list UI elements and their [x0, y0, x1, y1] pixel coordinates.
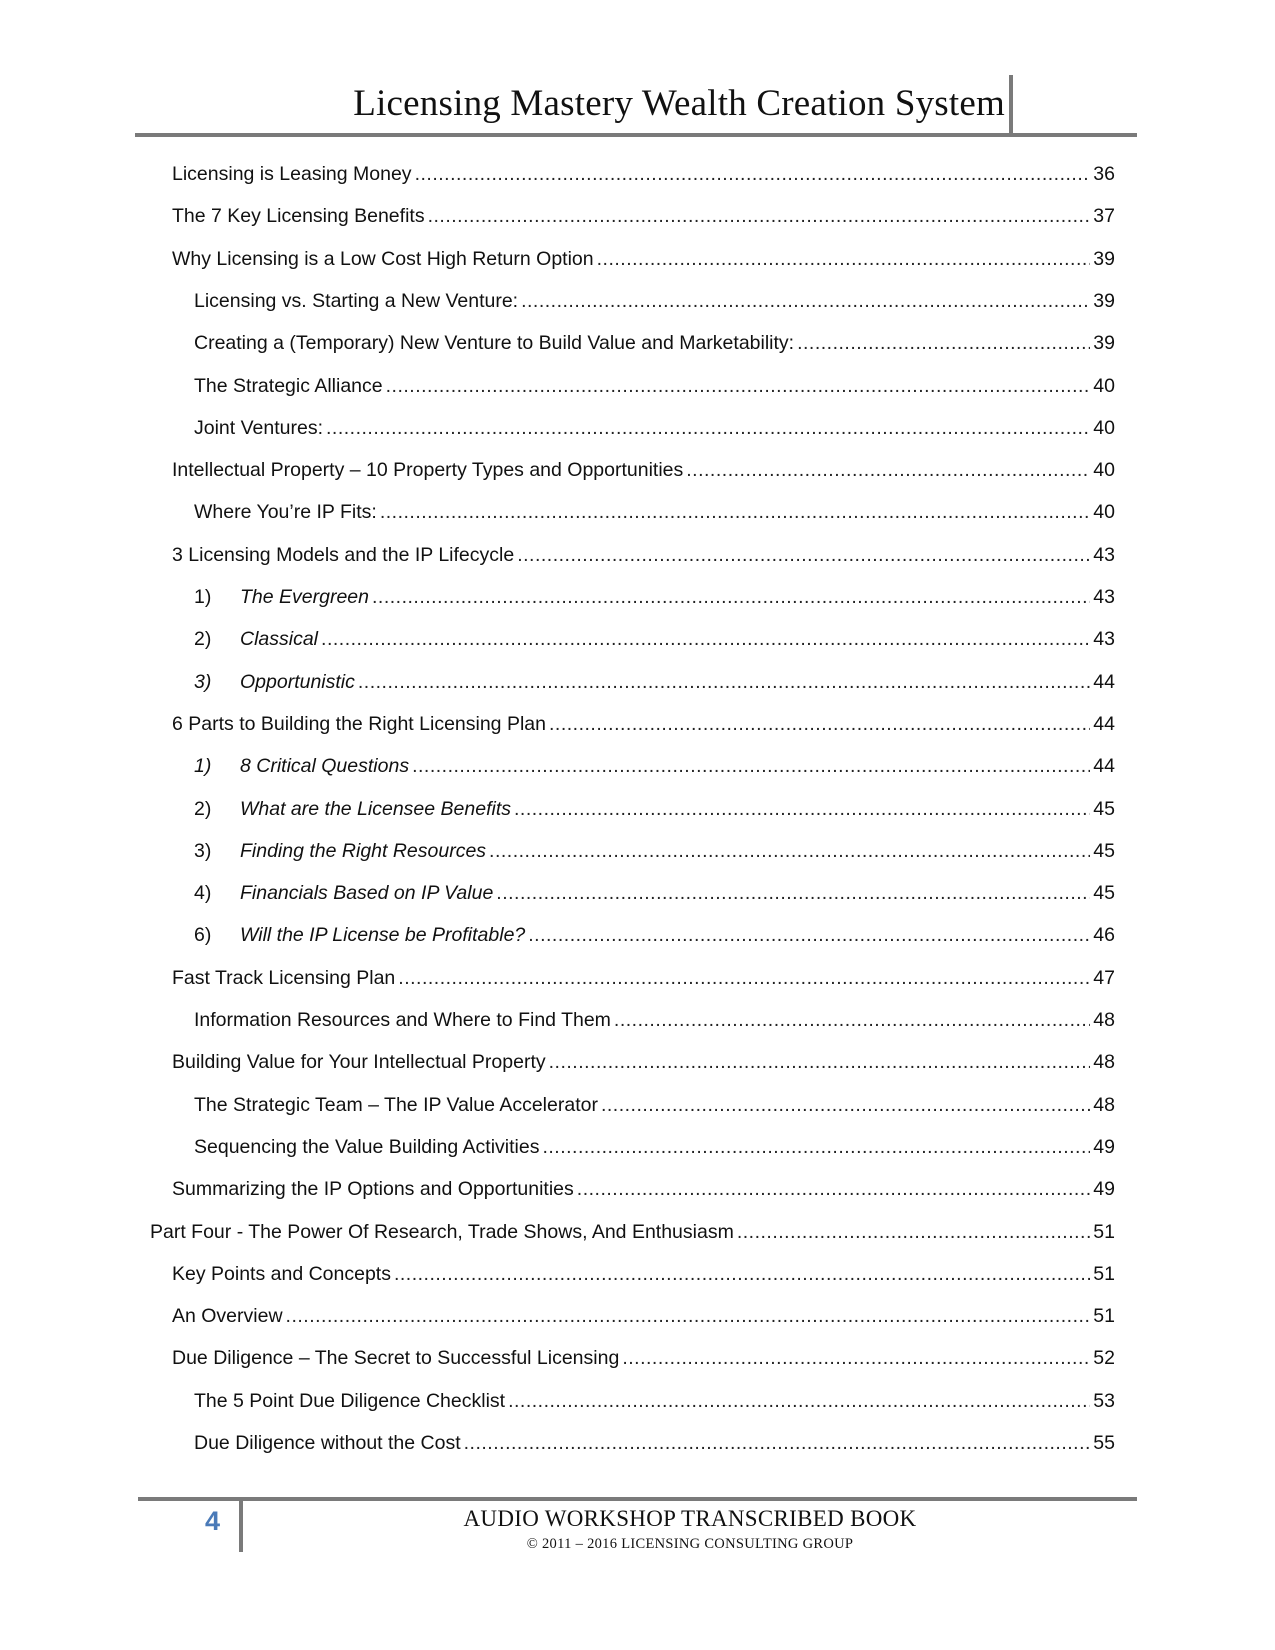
- header-vertical-rule: [1009, 75, 1013, 137]
- toc-entry[interactable]: [194, 417, 1115, 447]
- toc-dot-leader: [514, 798, 1090, 821]
- toc-entry-title: The 5 Point Due Diligence Checklist: [194, 1389, 506, 1412]
- toc-entry-title: An Overview: [172, 1305, 283, 1328]
- toc-entry-page: 44: [1093, 755, 1115, 778]
- toc-entry[interactable]: [194, 332, 1115, 362]
- toc-dot-leader: [528, 924, 1090, 947]
- toc-entry-title: Opportunistic: [240, 670, 355, 693]
- toc-entry-page: 45: [1093, 839, 1115, 862]
- toc-entry[interactable]: [194, 628, 1115, 658]
- toc-dot-leader: [549, 713, 1090, 736]
- toc-entry-page: 44: [1093, 670, 1115, 693]
- toc-dot-leader: [386, 375, 1091, 398]
- toc-entry-page: 40: [1093, 459, 1115, 482]
- toc-entry-number: 3): [194, 670, 212, 693]
- toc-entry[interactable]: [194, 1009, 1115, 1039]
- toc-entry-page: 48: [1093, 1009, 1115, 1031]
- toc-entry[interactable]: [194, 1432, 1115, 1462]
- toc-entry-title: What are the Licensee Benefits: [240, 797, 511, 820]
- toc-entry[interactable]: [172, 163, 1115, 193]
- toc-entry-page: 40: [1093, 416, 1115, 439]
- toc-entry-page: 49: [1093, 1178, 1115, 1201]
- toc-entry-title: Classical: [240, 628, 319, 651]
- toc-entry-page: 46: [1093, 924, 1115, 947]
- toc-entry[interactable]: [172, 967, 1115, 997]
- toc-entry-page: 48: [1093, 1093, 1115, 1116]
- toc-entry-title: Financials Based on IP Value: [240, 882, 494, 905]
- toc-entry-number: 1): [194, 586, 212, 608]
- toc-entry-title: Licensing vs. Starting a New Venture:: [194, 289, 519, 312]
- toc-dot-leader: [797, 332, 1090, 355]
- toc-entry[interactable]: [194, 882, 1115, 912]
- toc-entry-number: 1): [194, 755, 212, 778]
- toc-dot-leader: [517, 544, 1090, 567]
- toc-entry-number: 2): [194, 628, 212, 651]
- toc-entry-page: 39: [1093, 247, 1115, 270]
- toc-entry-page: 45: [1093, 797, 1115, 820]
- toc-entry-number: 3): [194, 839, 212, 862]
- footer-page-number: 4: [205, 1506, 221, 1536]
- toc-entry-title: Where You’re IP Fits:: [194, 501, 377, 524]
- toc-entry[interactable]: [172, 205, 1115, 235]
- toc-dot-leader: [686, 459, 1090, 482]
- toc-dot-leader: [326, 417, 1090, 440]
- toc-entry-page: 47: [1093, 966, 1115, 989]
- toc-dot-leader: [464, 1432, 1091, 1455]
- toc-dot-leader: [508, 1390, 1090, 1413]
- toc-entry-number: 6): [194, 924, 212, 947]
- toc-dot-leader: [622, 1347, 1090, 1370]
- toc-entry-page: 37: [1093, 205, 1115, 228]
- toc-entry[interactable]: [194, 840, 1115, 870]
- toc-entry-page: 48: [1093, 1051, 1115, 1074]
- toc-entry[interactable]: [172, 459, 1115, 489]
- toc-entry[interactable]: [194, 1136, 1115, 1166]
- toc-entry[interactable]: [194, 671, 1115, 701]
- toc-dot-leader: [549, 1051, 1091, 1074]
- toc-entry[interactable]: [172, 1347, 1115, 1377]
- toc-entry-title: The Evergreen: [240, 586, 369, 608]
- toc-entry-title: Key Points and Concepts: [172, 1262, 391, 1285]
- toc-dot-leader: [415, 163, 1091, 186]
- footer-title: AUDIO WORKSHOP TRANSCRIBED BOOK: [463, 1506, 917, 1531]
- toc-entry-title: 8 Critical Questions: [240, 755, 410, 778]
- toc-entry-title: The Strategic Alliance: [194, 374, 383, 397]
- toc-dot-leader: [542, 1136, 1090, 1159]
- toc-dot-leader: [489, 840, 1090, 863]
- toc-entry-page: 43: [1093, 628, 1115, 651]
- toc-entry-number: 4): [194, 882, 212, 905]
- toc-entry-page: 40: [1093, 501, 1115, 524]
- toc-dot-leader: [321, 628, 1090, 651]
- toc-entry[interactable]: [194, 586, 1115, 616]
- toc-entry-page: 39: [1093, 289, 1115, 312]
- toc-entry-title: 6 Parts to Building the Right Licensing Plan: [172, 712, 546, 735]
- toc-entry-page: 44: [1093, 712, 1115, 735]
- toc-entry-page: 51: [1093, 1305, 1115, 1328]
- toc-entry-title: Sequencing the Value Building Activities: [194, 1135, 540, 1158]
- toc-entry-page: 43: [1093, 543, 1115, 566]
- toc-entry-title: The 7 Key Licensing Benefits: [172, 205, 425, 228]
- footer-copyright: © 2011 – 2016 LICENSING CONSULTING GROUP: [526, 1536, 854, 1552]
- toc-dot-leader: [614, 1009, 1090, 1032]
- toc-entry[interactable]: [172, 544, 1115, 574]
- toc-entry-page: 43: [1093, 586, 1115, 608]
- toc-entry[interactable]: [194, 290, 1115, 320]
- toc-entry-title: Licensing is Leasing Money: [172, 163, 412, 185]
- toc-entry-page: 39: [1093, 332, 1115, 355]
- toc-entry-title: Creating a (Temporary) New Venture to Build Value and Marketability:: [194, 332, 795, 355]
- toc-entry[interactable]: [194, 755, 1115, 785]
- toc-entry-page: 36: [1093, 163, 1115, 185]
- toc-entry-page: 40: [1093, 374, 1115, 397]
- toc-entry-page: 45: [1093, 882, 1115, 905]
- toc-entry-title: Joint Ventures:: [194, 416, 323, 439]
- toc-dot-leader: [358, 671, 1090, 694]
- toc-dot-leader: [286, 1305, 1091, 1328]
- toc-dot-leader: [601, 1094, 1090, 1117]
- toc-entry-title: Intellectual Property – 10 Property Types and Opportunities: [172, 459, 684, 482]
- toc-entry[interactable]: [172, 1051, 1115, 1081]
- toc-entry-title: Finding the Right Resources: [240, 839, 487, 862]
- toc-entry-title: Information Resources and Where to Find Them: [194, 1009, 611, 1031]
- toc-dot-leader: [521, 290, 1090, 313]
- toc-entry[interactable]: [172, 1178, 1115, 1208]
- page-header-title: Licensing Mastery Wealth Creation System: [353, 83, 1005, 124]
- toc-entry-title: The Strategic Team – The IP Value Accelerator: [194, 1093, 598, 1116]
- toc-entry-title: Why Licensing is a Low Cost High Return Option: [172, 247, 594, 270]
- toc-entry[interactable]: [172, 713, 1115, 743]
- toc-entry-number: 2): [194, 797, 212, 820]
- toc-entry[interactable]: [194, 924, 1115, 954]
- toc-entry-page: 49: [1093, 1135, 1115, 1158]
- header-horizontal-rule: [135, 133, 1137, 137]
- toc-dot-leader: [496, 882, 1090, 905]
- toc-entry-page: 53: [1093, 1389, 1115, 1412]
- toc-entry-title: Building Value for Your Intellectual Property: [172, 1051, 546, 1074]
- toc-entry[interactable]: [194, 1390, 1115, 1420]
- toc-entry-title: Due Diligence without the Cost: [194, 1432, 461, 1454]
- toc-entry-title: Fast Track Licensing Plan: [172, 966, 396, 989]
- toc-dot-leader: [412, 755, 1090, 778]
- toc-dot-leader: [577, 1178, 1091, 1201]
- toc-entry-title: Summarizing the IP Options and Opportunities: [172, 1178, 574, 1201]
- toc-entry[interactable]: [172, 248, 1115, 278]
- toc-entry-page: 51: [1093, 1220, 1115, 1243]
- toc-entry-title: Will the IP License be Profitable?: [240, 924, 526, 947]
- toc-dot-leader: [372, 586, 1090, 609]
- footer-vertical-rule: [239, 1500, 243, 1552]
- toc-entry[interactable]: [194, 1094, 1115, 1124]
- toc-dot-leader: [398, 967, 1090, 990]
- toc-entry-page: 51: [1093, 1262, 1115, 1285]
- footer-horizontal-rule: [138, 1497, 1137, 1501]
- toc-entry[interactable]: [194, 501, 1115, 531]
- toc-entry[interactable]: [194, 798, 1115, 828]
- toc-dot-leader: [597, 248, 1091, 271]
- toc-dot-leader: [394, 1263, 1090, 1286]
- toc-dot-leader: [737, 1221, 1090, 1244]
- toc-entry[interactable]: [172, 1305, 1115, 1335]
- toc-dot-leader: [380, 501, 1090, 524]
- toc-entry-title: 3 Licensing Models and the IP Lifecycle: [172, 543, 515, 566]
- toc-entry-title: Part Four - The Power Of Research, Trade Shows, And Enthusiasm: [150, 1220, 734, 1243]
- toc-entry-title: Due Diligence – The Secret to Successful Licensing: [172, 1347, 620, 1370]
- toc-entry[interactable]: [194, 375, 1115, 405]
- toc-entry-page: 52: [1093, 1347, 1115, 1370]
- toc-entry[interactable]: [150, 1221, 1115, 1251]
- toc-entry[interactable]: [172, 1263, 1115, 1293]
- toc-entry-page: 55: [1093, 1432, 1115, 1454]
- toc-dot-leader: [428, 205, 1091, 228]
